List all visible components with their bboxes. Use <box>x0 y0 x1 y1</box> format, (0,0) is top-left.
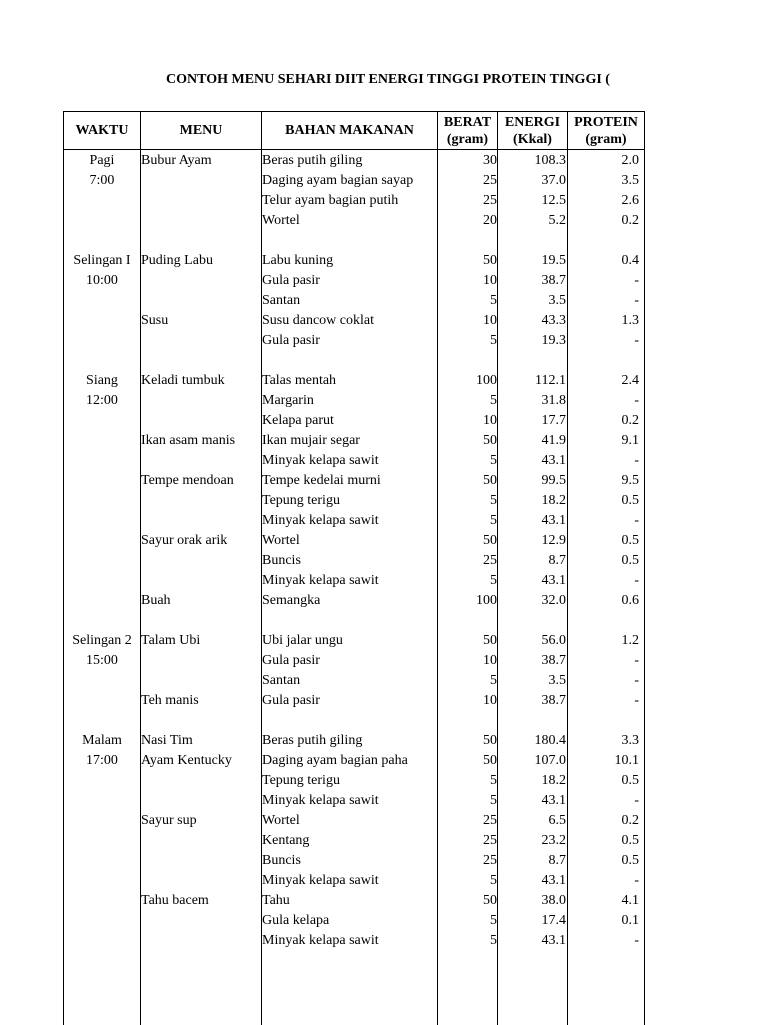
table-row <box>64 551 645 571</box>
cell-protein: 0.5 <box>621 853 639 868</box>
cell-berat: 20 <box>483 213 497 228</box>
header-waktu <box>64 112 140 149</box>
cell-waktu <box>64 191 140 211</box>
cell-menu <box>141 651 261 671</box>
cell-protein: - <box>634 293 639 308</box>
cell-protein: - <box>634 513 639 528</box>
header-protein-unit: (gram) <box>585 131 627 147</box>
cell-berat <box>438 711 497 731</box>
cell-berat: 50 <box>483 433 497 448</box>
table-row <box>64 491 645 511</box>
table-row <box>64 751 645 771</box>
cell-bahan: Semangka <box>262 593 321 608</box>
cell-waktu <box>64 531 140 551</box>
cell-berat: 5 <box>490 293 497 308</box>
cell-bahan: Tempe kedelai murni <box>262 473 381 488</box>
cell-energi: 38.7 <box>541 693 566 708</box>
cell-waktu: Pagi <box>89 153 115 168</box>
cell-waktu <box>64 891 140 911</box>
cell-menu <box>141 491 261 511</box>
table-row <box>64 171 645 191</box>
cell-bahan: Tahu <box>262 893 290 908</box>
cell-berat: 25 <box>483 813 497 828</box>
cell-energi: 43.1 <box>541 873 566 888</box>
cell-waktu: 12:00 <box>86 393 118 408</box>
cell-menu: Nasi Tim <box>141 733 193 748</box>
cell-bahan <box>262 611 437 631</box>
cell-energi <box>498 351 566 371</box>
cell-protein: - <box>634 693 639 708</box>
cell-bahan: Tepung terigu <box>262 773 340 788</box>
cell-energi: 8.7 <box>548 553 566 568</box>
cell-menu <box>141 671 261 691</box>
cell-energi: 108.3 <box>534 153 566 168</box>
cell-energi: 19.5 <box>541 253 566 268</box>
cell-bahan: Minyak kelapa sawit <box>262 933 379 948</box>
cell-energi: 32.0 <box>541 593 566 608</box>
cell-bahan <box>262 351 437 371</box>
cell-berat: 25 <box>483 173 497 188</box>
cell-bahan: Wortel <box>262 213 300 228</box>
table-row <box>64 391 645 411</box>
cell-berat <box>438 351 497 371</box>
cell-menu <box>141 231 261 251</box>
cell-berat: 50 <box>483 253 497 268</box>
table-row <box>64 451 645 471</box>
cell-waktu <box>64 711 140 731</box>
cell-waktu <box>64 851 140 871</box>
cell-menu <box>141 211 261 231</box>
cell-bahan: Margarin <box>262 393 314 408</box>
cell-bahan <box>262 231 437 251</box>
cell-berat: 5 <box>490 453 497 468</box>
cell-bahan: Gula kelapa <box>262 913 330 928</box>
table-row <box>64 671 645 691</box>
cell-berat: 5 <box>490 933 497 948</box>
cell-menu <box>141 331 261 351</box>
cell-protein: 1.2 <box>621 633 639 648</box>
cell-protein: 0.5 <box>621 553 639 568</box>
table-row <box>64 271 645 291</box>
header-energi <box>498 112 567 149</box>
cell-energi: 38.0 <box>541 893 566 908</box>
cell-bahan: Tepung terigu <box>262 493 340 508</box>
cell-menu: Buah <box>141 593 171 608</box>
cell-bahan: Wortel <box>262 813 300 828</box>
cell-berat: 5 <box>490 333 497 348</box>
cell-bahan: Santan <box>262 673 301 688</box>
table-row <box>64 651 645 671</box>
cell-protein: - <box>634 873 639 888</box>
cell-energi: 180.4 <box>534 733 566 748</box>
cell-menu <box>141 911 261 931</box>
cell-bahan: Daging ayam bagian sayap <box>262 173 414 188</box>
cell-protein: - <box>634 453 639 468</box>
cell-menu <box>141 511 261 531</box>
cell-energi: 23.2 <box>541 833 566 848</box>
cell-bahan: Gula pasir <box>262 333 320 348</box>
cell-bahan: Beras putih giling <box>262 153 363 168</box>
cell-protein: 9.5 <box>621 473 639 488</box>
cell-bahan: Minyak kelapa sawit <box>262 573 379 588</box>
table-row <box>64 471 645 491</box>
table-row <box>64 891 645 911</box>
cell-waktu <box>64 611 140 631</box>
cell-energi <box>498 611 566 631</box>
cell-energi <box>498 231 566 251</box>
cell-berat: 5 <box>490 793 497 808</box>
cell-menu <box>141 451 261 471</box>
cell-protein <box>571 711 639 731</box>
cell-energi: 6.5 <box>548 813 566 828</box>
header-menu <box>141 112 261 149</box>
cell-menu <box>141 571 261 591</box>
cell-protein: 0.6 <box>621 593 639 608</box>
cell-waktu: 15:00 <box>86 653 118 668</box>
cell-bahan: Kelapa parut <box>262 413 334 428</box>
table-row <box>64 631 645 651</box>
cell-berat: 5 <box>490 573 497 588</box>
cell-protein: 0.5 <box>621 533 639 548</box>
cell-berat: 25 <box>483 853 497 868</box>
cell-energi: 17.7 <box>541 413 566 428</box>
cell-menu <box>141 351 261 371</box>
cell-berat: 10 <box>483 413 497 428</box>
cell-berat: 50 <box>483 893 497 908</box>
cell-bahan: Minyak kelapa sawit <box>262 793 379 808</box>
cell-berat: 10 <box>483 653 497 668</box>
cell-menu <box>141 871 261 891</box>
header-berat <box>438 112 497 149</box>
cell-berat: 50 <box>483 733 497 748</box>
cell-protein: - <box>634 673 639 688</box>
cell-bahan: Buncis <box>262 553 301 568</box>
cell-waktu <box>64 491 140 511</box>
cell-waktu <box>64 511 140 531</box>
cell-waktu <box>64 351 140 371</box>
cell-protein: - <box>634 393 639 408</box>
cell-bahan: Telur ayam bagian putih <box>262 193 399 208</box>
cell-energi: 43.1 <box>541 453 566 468</box>
cell-waktu <box>64 831 140 851</box>
cell-bahan: Labu kuning <box>262 253 334 268</box>
cell-berat: 50 <box>483 473 497 488</box>
cell-waktu <box>64 411 140 431</box>
cell-bahan: Gula pasir <box>262 653 320 668</box>
cell-protein: 0.4 <box>621 253 639 268</box>
header-protein <box>568 112 644 149</box>
cell-waktu <box>64 811 140 831</box>
header-energi-label: ENERGI <box>504 114 561 130</box>
cell-waktu: 10:00 <box>86 273 118 288</box>
table-row <box>64 791 645 811</box>
cell-waktu <box>64 311 140 331</box>
cell-energi: 56.0 <box>541 633 566 648</box>
table-row <box>64 731 645 751</box>
cell-menu <box>141 171 261 191</box>
cell-protein <box>571 231 639 251</box>
table-row <box>64 531 645 551</box>
cell-energi: 17.4 <box>541 913 566 928</box>
table-row <box>64 851 645 871</box>
cell-waktu <box>64 231 140 251</box>
cell-berat: 5 <box>490 513 497 528</box>
cell-menu <box>141 611 261 631</box>
table-row <box>64 871 645 891</box>
cell-waktu: 17:00 <box>86 753 118 768</box>
cell-bahan: Talas mentah <box>262 373 337 388</box>
cell-menu: Teh manis <box>141 693 199 708</box>
cell-berat: 5 <box>490 393 497 408</box>
table-row <box>64 371 645 391</box>
table-row <box>64 931 645 951</box>
cell-bahan: Ubi jalar ungu <box>262 633 343 648</box>
cell-energi: 41.9 <box>541 433 566 448</box>
cell-protein: 0.5 <box>621 773 639 788</box>
cell-berat: 5 <box>490 673 497 688</box>
cell-berat: 5 <box>490 493 497 508</box>
cell-protein: 2.6 <box>621 193 639 208</box>
cell-menu <box>141 851 261 871</box>
table-row <box>64 151 645 171</box>
cell-waktu <box>64 691 140 711</box>
cell-menu: Talam Ubi <box>141 633 201 648</box>
cell-energi: 3.5 <box>548 293 566 308</box>
cell-menu <box>141 931 261 951</box>
table-row <box>64 251 645 271</box>
cell-protein: 0.1 <box>621 913 639 928</box>
cell-bahan: Susu dancow coklat <box>262 313 374 328</box>
cell-waktu: Selingan 2 <box>72 633 132 648</box>
cell-protein <box>571 351 639 371</box>
cell-berat: 50 <box>483 533 497 548</box>
cell-berat: 10 <box>483 693 497 708</box>
table-row <box>64 211 645 231</box>
table-row <box>64 351 645 371</box>
menu-table <box>63 111 645 1025</box>
cell-menu <box>141 291 261 311</box>
cell-berat: 10 <box>483 313 497 328</box>
table-row <box>64 231 645 251</box>
document-title: CONTOH MENU SEHARI DIIT ENERGI TINGGI PROTEIN TINGGI ( <box>166 72 610 87</box>
cell-berat <box>438 611 497 631</box>
cell-waktu <box>64 911 140 931</box>
table-row <box>64 811 645 831</box>
cell-menu <box>141 411 261 431</box>
cell-energi: 43.1 <box>541 933 566 948</box>
cell-waktu <box>64 331 140 351</box>
cell-bahan: Santan <box>262 293 301 308</box>
cell-menu <box>141 391 261 411</box>
cell-waktu <box>64 871 140 891</box>
cell-energi <box>498 711 566 731</box>
cell-menu: Susu <box>141 313 169 328</box>
cell-berat: 25 <box>483 553 497 568</box>
cell-energi: 18.2 <box>541 493 566 508</box>
cell-protein: 2.4 <box>621 373 639 388</box>
cell-waktu <box>64 931 140 951</box>
header-bahan <box>262 112 437 149</box>
cell-menu <box>141 551 261 571</box>
cell-menu: Ikan asam manis <box>141 433 236 448</box>
cell-protein: 0.2 <box>621 213 639 228</box>
cell-energi: 19.3 <box>541 333 566 348</box>
cell-menu: Keladi tumbuk <box>141 373 225 388</box>
table-row <box>64 611 645 631</box>
cell-waktu: Malam <box>82 733 122 748</box>
cell-protein: - <box>634 653 639 668</box>
cell-protein: 4.1 <box>621 893 639 908</box>
cell-menu: Sayur sup <box>141 813 197 828</box>
table-row <box>64 511 645 531</box>
cell-berat <box>438 231 497 251</box>
cell-protein <box>571 611 639 631</box>
table-row <box>64 711 645 731</box>
cell-menu <box>141 191 261 211</box>
cell-protein: - <box>634 333 639 348</box>
cell-energi: 37.0 <box>541 173 566 188</box>
cell-berat: 5 <box>490 873 497 888</box>
header-protein-label: PROTEIN <box>574 114 638 130</box>
header-berat-unit: (gram) <box>446 131 489 147</box>
table-row <box>64 291 645 311</box>
cell-energi: 18.2 <box>541 773 566 788</box>
cell-waktu <box>64 471 140 491</box>
cell-bahan: Ikan mujair segar <box>262 433 360 448</box>
cell-menu <box>141 771 261 791</box>
cell-berat: 25 <box>483 193 497 208</box>
cell-waktu: 7:00 <box>89 173 115 188</box>
cell-protein: - <box>634 793 639 808</box>
cell-bahan: Kentang <box>262 833 310 848</box>
cell-menu: Puding Labu <box>141 253 213 268</box>
cell-protein: - <box>634 273 639 288</box>
cell-berat: 50 <box>483 633 497 648</box>
table-row <box>64 591 645 611</box>
header-menu-label: MENU <box>179 123 223 138</box>
cell-menu <box>141 711 261 731</box>
cell-protein: 0.5 <box>621 493 639 508</box>
cell-energi: 43.3 <box>541 313 566 328</box>
cell-energi: 8.7 <box>548 853 566 868</box>
header-divider <box>64 149 645 150</box>
cell-waktu: Selingan I <box>73 253 131 268</box>
cell-energi: 43.1 <box>541 793 566 808</box>
cell-protein: - <box>634 573 639 588</box>
table-row <box>64 431 645 451</box>
cell-bahan: Minyak kelapa sawit <box>262 453 379 468</box>
cell-waktu <box>64 791 140 811</box>
cell-menu: Tahu bacem <box>141 893 209 908</box>
cell-energi: 3.5 <box>548 673 566 688</box>
table-row <box>64 311 645 331</box>
cell-protein: 3.3 <box>621 733 639 748</box>
cell-energi: 112.1 <box>535 373 566 388</box>
cell-protein: 0.2 <box>621 813 639 828</box>
cell-menu <box>141 831 261 851</box>
cell-protein: 0.5 <box>621 833 639 848</box>
table-row <box>64 831 645 851</box>
cell-energi: 43.1 <box>541 513 566 528</box>
cell-menu <box>141 791 261 811</box>
cell-berat: 25 <box>483 833 497 848</box>
cell-bahan: Gula pasir <box>262 693 320 708</box>
header-energi-unit: (Kkal) <box>513 131 552 147</box>
cell-energi: 38.7 <box>541 653 566 668</box>
cell-protein: 3.5 <box>621 173 639 188</box>
cell-bahan: Gula pasir <box>262 273 320 288</box>
cell-protein: 10.1 <box>614 753 639 768</box>
cell-berat: 30 <box>483 153 497 168</box>
cell-waktu <box>64 431 140 451</box>
table-row <box>64 571 645 591</box>
cell-menu: Tempe mendoan <box>141 473 234 488</box>
cell-waktu <box>64 451 140 471</box>
table-row <box>64 771 645 791</box>
header-bahan-label: BAHAN MAKANAN <box>285 123 414 138</box>
cell-berat: 10 <box>483 273 497 288</box>
cell-energi: 5.2 <box>548 213 566 228</box>
cell-energi: 38.7 <box>541 273 566 288</box>
cell-protein: 1.3 <box>621 313 639 328</box>
cell-waktu <box>64 591 140 611</box>
cell-protein: - <box>634 933 639 948</box>
cell-protein: 2.0 <box>621 153 639 168</box>
cell-protein: 9.1 <box>621 433 639 448</box>
table-row <box>64 691 645 711</box>
cell-energi: 107.0 <box>534 753 566 768</box>
cell-energi: 99.5 <box>541 473 566 488</box>
cell-waktu <box>64 551 140 571</box>
cell-berat: 5 <box>490 773 497 788</box>
table-row <box>64 331 645 351</box>
cell-berat: 100 <box>476 373 497 388</box>
cell-energi: 12.9 <box>541 533 566 548</box>
cell-bahan: Minyak kelapa sawit <box>262 513 379 528</box>
table-row <box>64 191 645 211</box>
cell-energi: 31.8 <box>541 393 566 408</box>
header-berat-label: BERAT <box>443 114 492 130</box>
cell-waktu <box>64 771 140 791</box>
cell-menu: Ayam Kentucky <box>141 753 232 768</box>
cell-waktu <box>64 291 140 311</box>
table-row <box>64 411 645 431</box>
cell-berat: 5 <box>490 913 497 928</box>
cell-energi: 12.5 <box>541 193 566 208</box>
cell-berat: 50 <box>483 753 497 768</box>
cell-waktu <box>64 211 140 231</box>
cell-waktu <box>64 671 140 691</box>
header-waktu-label: WAKTU <box>75 123 129 138</box>
cell-menu: Sayur orak arik <box>141 533 228 548</box>
cell-waktu: Siang <box>86 373 118 388</box>
cell-protein: 0.2 <box>621 413 639 428</box>
cell-bahan: Minyak kelapa sawit <box>262 873 379 888</box>
cell-menu <box>141 271 261 291</box>
cell-bahan: Buncis <box>262 853 301 868</box>
cell-energi: 43.1 <box>541 573 566 588</box>
cell-berat: 100 <box>476 593 497 608</box>
table-row <box>64 911 645 931</box>
cell-waktu <box>64 571 140 591</box>
cell-bahan: Wortel <box>262 533 300 548</box>
cell-bahan: Daging ayam bagian paha <box>262 753 408 768</box>
cell-menu: Bubur Ayam <box>141 153 212 168</box>
cell-bahan <box>262 711 437 731</box>
cell-bahan: Beras putih giling <box>262 733 363 748</box>
